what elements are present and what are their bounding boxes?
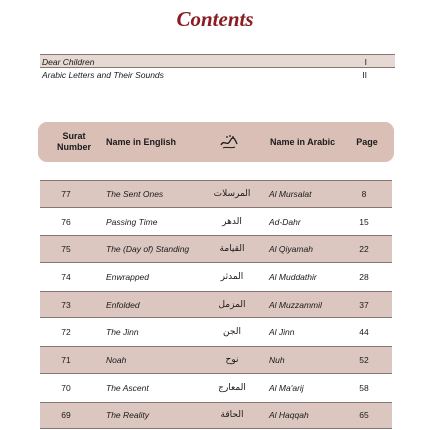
- name-arabic-calligraphy: الحاقة: [220, 410, 244, 421]
- surat-number: 72: [61, 327, 71, 338]
- header-surat-number: Surat Number: [56, 131, 91, 152]
- surat-number: 73: [61, 299, 71, 310]
- name-arabic-transliteration: Al Mursalat: [269, 188, 312, 199]
- page-number: 22: [359, 244, 369, 255]
- name-arabic-transliteration: Ad-Dahr: [269, 216, 301, 227]
- name-arabic-transliteration: Al Ma'arij: [269, 382, 304, 393]
- intro-item[interactable]: [40, 54, 395, 68]
- intro-list: [40, 54, 395, 82]
- intro-item[interactable]: [40, 68, 395, 82]
- name-english: Passing Time: [106, 216, 158, 227]
- table-row[interactable]: [40, 402, 392, 430]
- table-row[interactable]: [40, 263, 392, 291]
- name-arabic-transliteration: Al Qiyamah: [269, 244, 313, 255]
- name-arabic-transliteration: Al Muzzammil: [269, 299, 322, 310]
- page-number: 44: [359, 327, 369, 338]
- name-english: The Sent Ones: [106, 188, 164, 199]
- name-arabic-calligraphy: المزمل: [218, 299, 246, 310]
- name-english: Enfolded: [106, 299, 140, 310]
- contents-table: [40, 180, 392, 429]
- header-name-arabic: Name in Arabic: [270, 137, 336, 147]
- surat-number: 71: [61, 354, 71, 365]
- page-number: 15: [359, 216, 369, 227]
- table-row[interactable]: [40, 180, 392, 208]
- surat-number: 75: [61, 244, 71, 255]
- intro-item-page: I: [364, 57, 367, 67]
- name-arabic-transliteration: Al Muddathir: [269, 271, 317, 282]
- page-title: Contents: [176, 7, 254, 31]
- name-arabic-calligraphy: نوح: [225, 354, 239, 365]
- name-english: The Jinn: [106, 327, 139, 338]
- name-english: Enwrapped: [106, 271, 150, 282]
- name-arabic-transliteration: Al Jinn: [269, 327, 295, 338]
- surat-number: 76: [61, 216, 71, 227]
- table-row[interactable]: [40, 291, 392, 319]
- name-arabic-transliteration: Al Haqqah: [269, 410, 309, 421]
- name-english: The (Day of) Standing: [106, 244, 190, 255]
- name-arabic-calligraphy: الجن: [223, 327, 241, 338]
- name-arabic-transliteration: Nuh: [269, 354, 285, 365]
- surat-number: 74: [61, 271, 71, 282]
- intro-item-label: Arabic Letters and Their Sounds: [42, 70, 164, 80]
- name-english: The Reality: [106, 410, 149, 421]
- page-number: 28: [359, 271, 369, 282]
- name-arabic-calligraphy: الدهر: [222, 216, 242, 227]
- page-number: 58: [359, 382, 369, 393]
- name-arabic-calligraphy: المرسلات: [213, 188, 251, 199]
- intro-item-page: II: [362, 70, 367, 80]
- surah-calligraphy-icon: [218, 122, 240, 162]
- name-arabic-calligraphy: المدثر: [220, 271, 244, 282]
- page-number: 52: [359, 354, 369, 365]
- table-row[interactable]: [40, 318, 392, 346]
- name-arabic-calligraphy: القيامة: [219, 244, 245, 255]
- surat-number: 70: [61, 382, 71, 393]
- name-english: The Ascent: [106, 382, 149, 393]
- table-row[interactable]: [40, 346, 392, 374]
- page-number: 65: [359, 410, 369, 421]
- name-english: Noah: [106, 354, 127, 365]
- table-row[interactable]: [40, 374, 392, 402]
- table-row[interactable]: [40, 235, 392, 263]
- table-header: [38, 122, 394, 162]
- surat-number: 77: [61, 188, 71, 199]
- table-row[interactable]: [40, 208, 392, 236]
- page-number: 37: [359, 299, 369, 310]
- surat-number: 69: [61, 410, 71, 421]
- header-name-english: Name in English: [106, 137, 177, 147]
- intro-item-label: Dear Children: [42, 57, 95, 67]
- header-page: Page: [356, 137, 378, 147]
- name-arabic-calligraphy: المعارج: [218, 382, 246, 393]
- page-number: 8: [361, 188, 367, 199]
